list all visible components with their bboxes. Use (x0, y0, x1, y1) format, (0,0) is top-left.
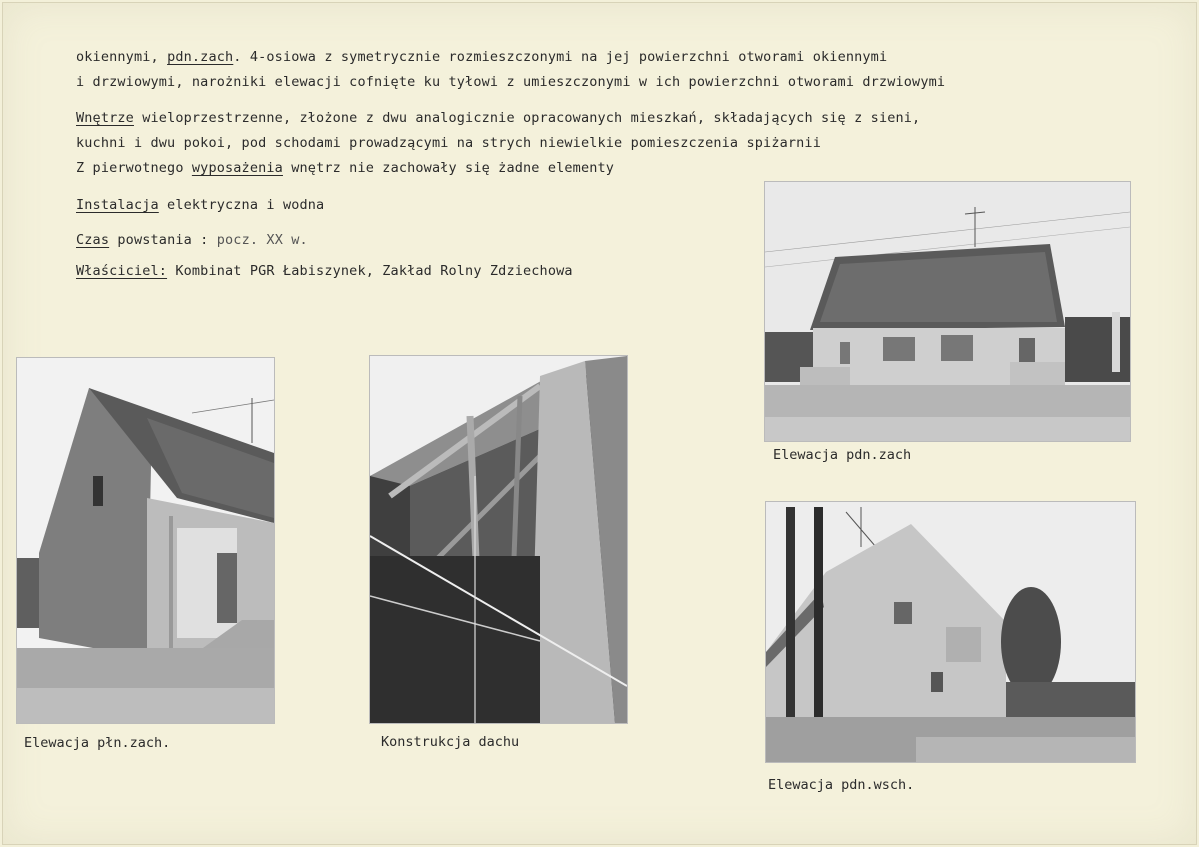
photo-house-west-elevation (764, 181, 1131, 442)
text-l5-b: wyposażenia (191, 160, 283, 176)
text-l1-b: pdn.zach (167, 49, 234, 65)
section-heading-czas: Czas (76, 232, 110, 248)
text-l8-b: Kombinat PGR Łabiszynek, Zakład Rolny Zdziechowa (167, 263, 573, 279)
text-l7-c: pocz. XX w. (216, 232, 308, 248)
text-l7-b: powstania : (109, 232, 217, 248)
photo-house-southeast-elevation (765, 501, 1136, 763)
section-heading-wlasciciel: Właściciel: (76, 263, 168, 279)
text-line-5 (76, 160, 614, 176)
text-l5-c: wnętrz nie zachowały się żadne elementy (282, 160, 615, 176)
caption-photo-se: Elewacja pdn.wsch. (768, 777, 915, 793)
text-l5-a: Z pierwotnego (76, 160, 192, 176)
photo-roof-construction (369, 355, 628, 724)
text-l3-b: wieloprzestrzenne, złożone z dwu analogicznie opracowanych mieszkań, składających się z sieni, (133, 110, 921, 126)
caption-photo-nw: Elewacja płn.zach. (24, 735, 171, 751)
text-line-4 (76, 135, 821, 151)
text-line-7 (76, 232, 308, 248)
text-l4: kuchni i dwu pokoi, pod schodami prowadzącymi na strych niewielkie pomieszczenia spiżarnii (76, 135, 821, 151)
text-l6-b: elektryczna i wodna (158, 197, 325, 213)
section-heading-instalacja: Instalacja (76, 197, 159, 213)
text-line-3 (76, 110, 920, 126)
text-line-6 (76, 197, 324, 213)
text-l1-a: okiennymi, (76, 49, 168, 65)
text-l1-c: . 4-osiowa z symetrycznie rozmieszczonymi na jej powierzchni otworami okiennymi (233, 49, 888, 65)
photo-house-northwest-elevation (16, 357, 275, 724)
caption-photo-ne: Elewacja pdn.zach (773, 447, 912, 463)
section-heading-wnetrze: Wnętrze (76, 110, 134, 126)
text-line-2 (76, 74, 945, 90)
text-line-1 (76, 49, 887, 65)
text-line-8 (76, 263, 573, 279)
text-l2: i drzwiowymi, narożniki elewacji cofnięte ku tyłowi z umieszczonymi w ich powierzchni otworami drzwiowymi (76, 74, 946, 90)
caption-photo-roof: Konstrukcja dachu (381, 734, 520, 750)
